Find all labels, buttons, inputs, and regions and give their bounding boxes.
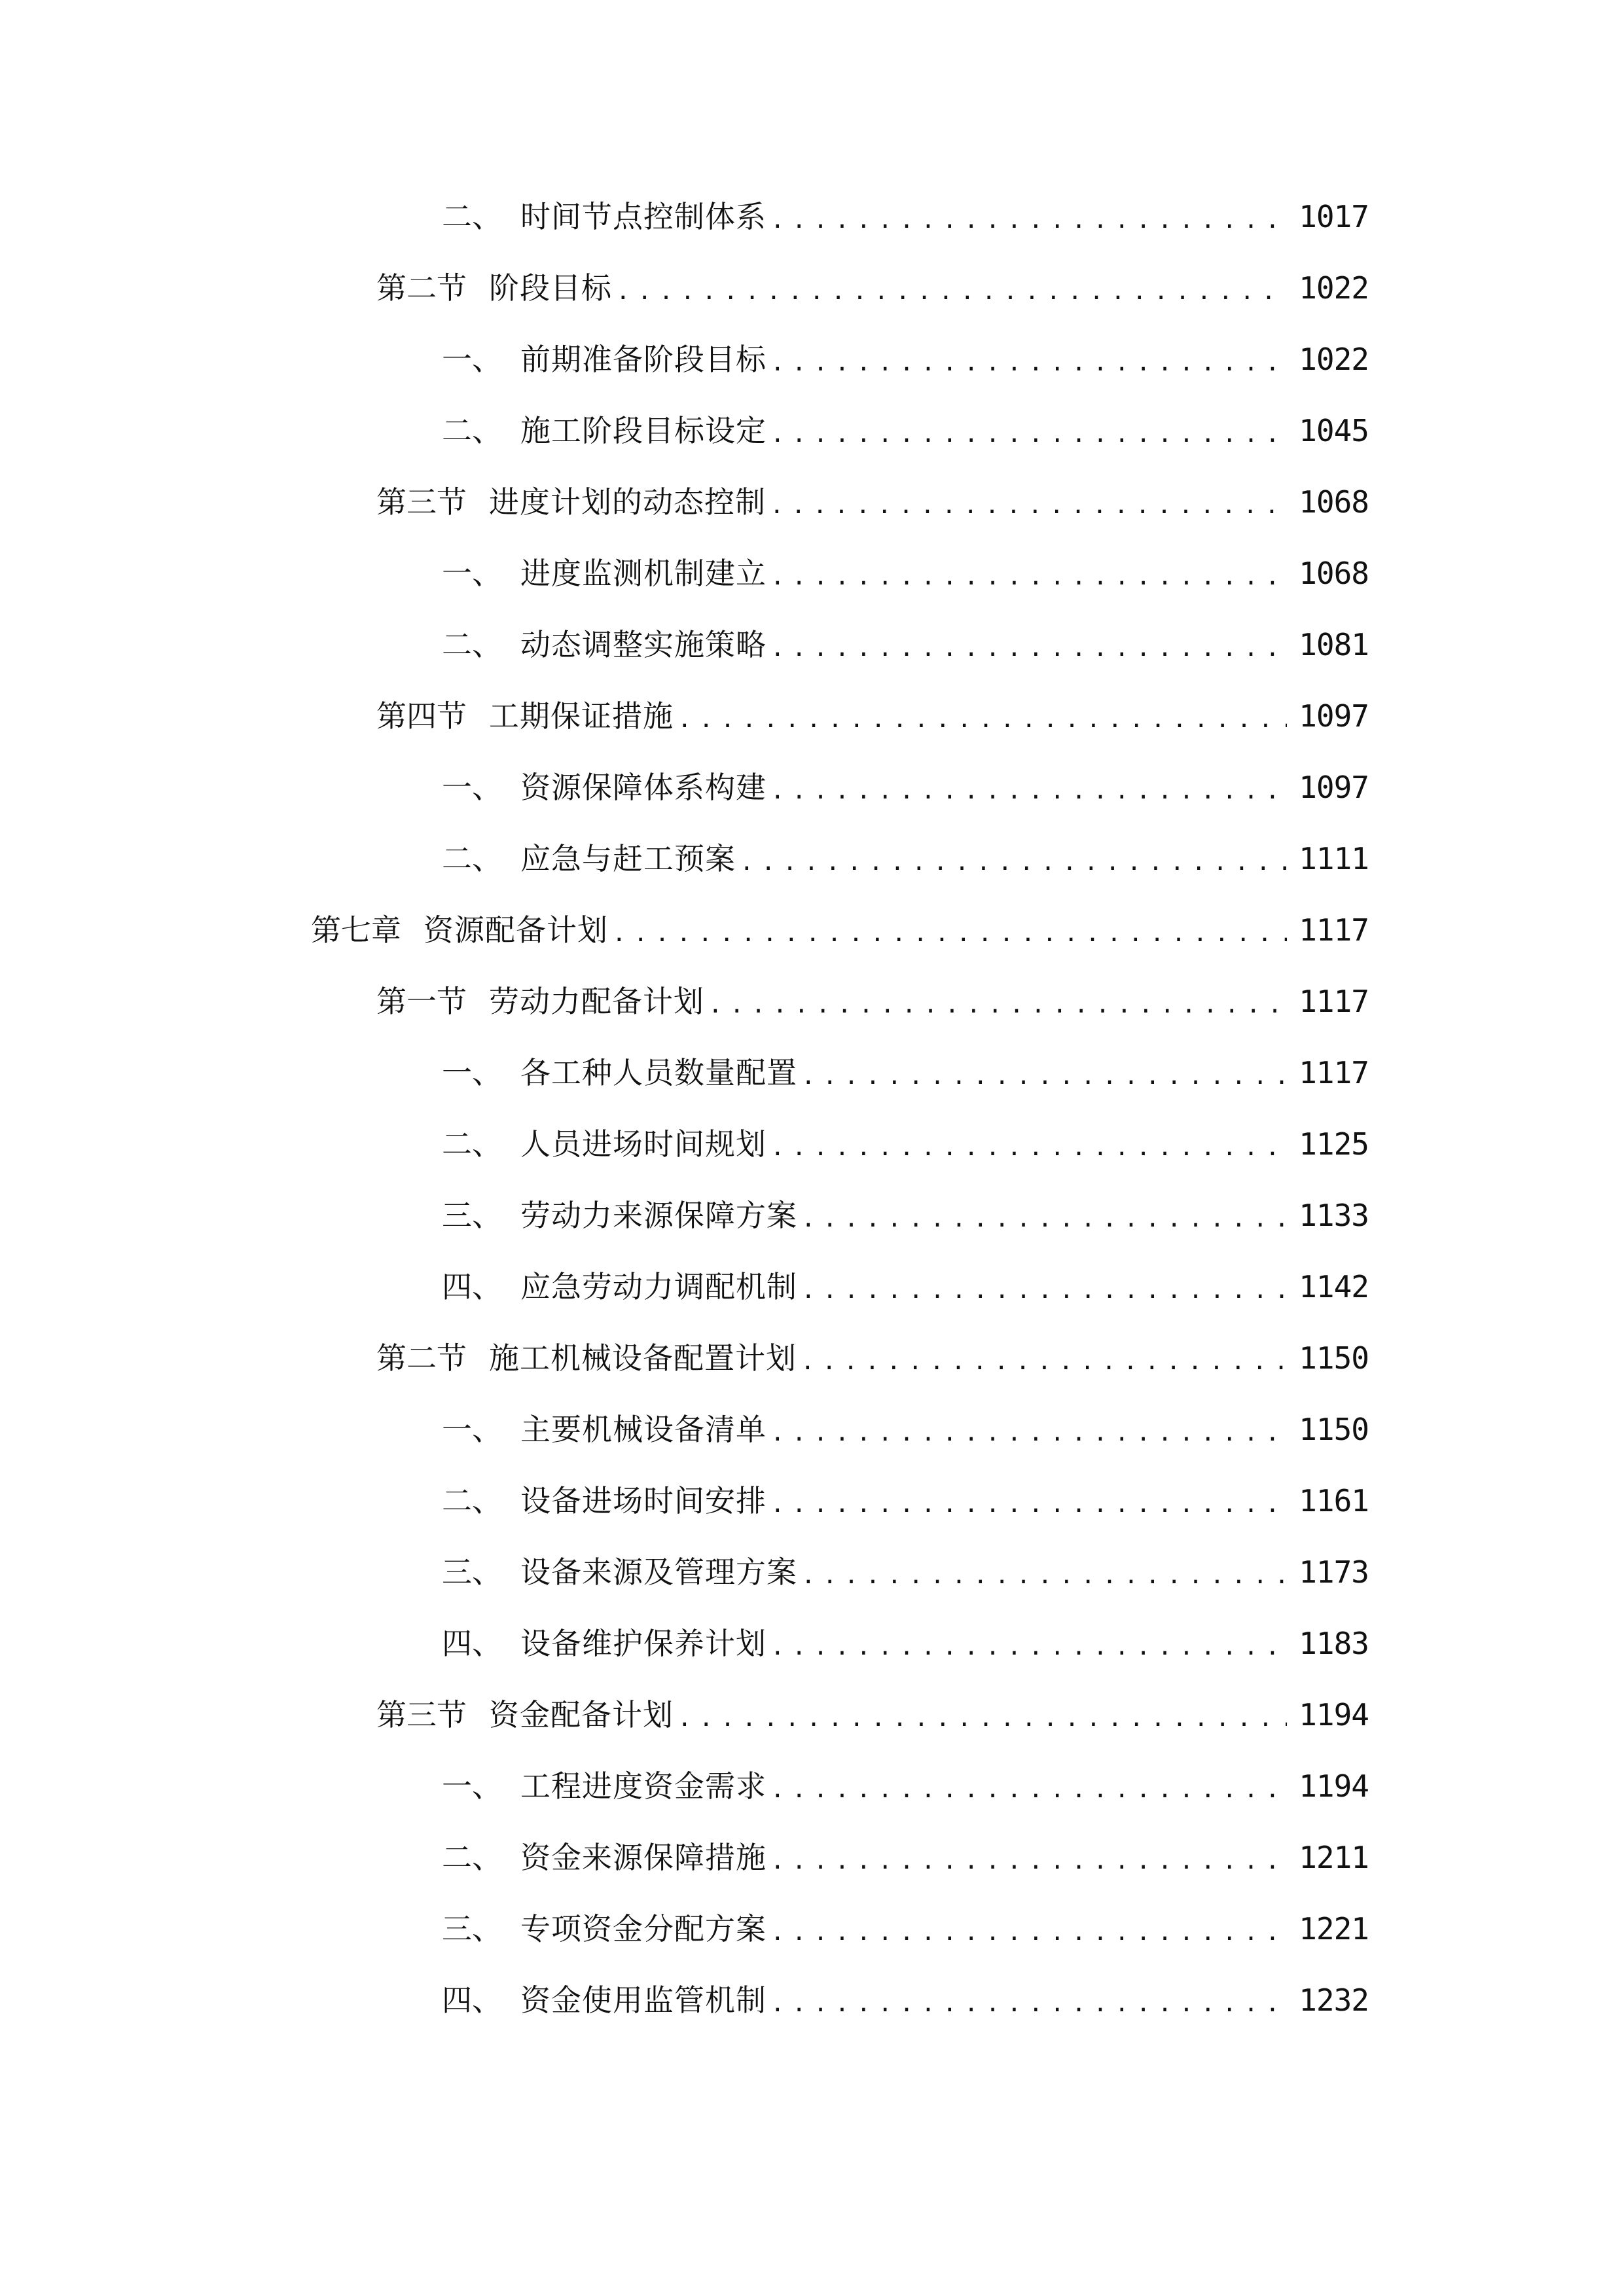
- toc-entry-marker: 第二节: [376, 1340, 467, 1376]
- toc-dot-leader: [616, 280, 1287, 304]
- toc-dot-leader: [801, 1350, 1287, 1374]
- toc-entry-title: 动态调整实施策略: [520, 627, 767, 662]
- toc-entry[interactable]: [442, 761, 1369, 814]
- toc-entry-page-number: 1117: [1299, 984, 1369, 1019]
- toc-entry-page-number: 1232: [1299, 1982, 1369, 2018]
- toc-entry-page-number: 1161: [1299, 1483, 1369, 1518]
- toc-entry[interactable]: [442, 404, 1369, 457]
- toc-entry-chapter[interactable]: [311, 904, 1369, 956]
- toc-entry-page-number: 1211: [1299, 1840, 1369, 1875]
- toc-entry[interactable]: [376, 690, 1369, 742]
- toc-entry-title: 资金配备计划: [489, 1697, 674, 1732]
- toc-entry[interactable]: [376, 975, 1369, 1028]
- toc-entry[interactable]: [376, 1332, 1369, 1384]
- toc-entry-marker: 四、: [442, 1269, 502, 1304]
- toc-entry-title: 工程进度资金需求: [520, 1768, 767, 1804]
- toc-entry[interactable]: [376, 476, 1369, 528]
- toc-dot-leader: [770, 1422, 1287, 1445]
- toc-entry-marker: 二、: [442, 841, 502, 876]
- toc-entry-page-number: 1150: [1299, 1340, 1369, 1376]
- toc-entry-title: 资金来源保障措施: [520, 1840, 767, 1875]
- toc-entry[interactable]: [442, 833, 1369, 885]
- toc-entry-marker: 四、: [442, 1626, 502, 1661]
- toc-entry-page-number: 1221: [1299, 1911, 1369, 1946]
- toc-entry-title: 资源保障体系构建: [520, 770, 767, 805]
- toc-entry-title: 进度监测机制建立: [520, 556, 767, 591]
- toc-entry[interactable]: [442, 190, 1369, 243]
- toc-entry-page-number: 1022: [1299, 270, 1369, 306]
- toc-entry-title: 设备进场时间安排: [520, 1483, 767, 1518]
- toc-entry[interactable]: [442, 1831, 1369, 1884]
- toc-dot-leader: [708, 994, 1287, 1017]
- toc-entry-marker: 第四节: [376, 698, 467, 734]
- toc-entry-marker: 二、: [442, 1840, 502, 1875]
- toc-entry-title: 时间节点控制体系: [520, 199, 767, 234]
- toc-entry-title: 施工机械设备配置计划: [489, 1340, 797, 1376]
- toc-dot-leader: [770, 1850, 1287, 1873]
- toc-dot-leader: [770, 1778, 1287, 1802]
- toc-entry-page-number: 1081: [1299, 627, 1369, 662]
- toc-entry-title: 资源配备计划: [424, 912, 608, 948]
- toc-dot-leader: [677, 1707, 1287, 1731]
- toc-entry-marker: 二、: [442, 627, 502, 662]
- toc-entry[interactable]: [442, 1261, 1369, 1313]
- toc-entry-marker: 一、: [442, 770, 502, 805]
- toc-entry-page-number: 1017: [1299, 199, 1369, 234]
- toc-entry-marker: 二、: [442, 1126, 502, 1162]
- toc-entry-title: 专项资金分配方案: [520, 1911, 767, 1946]
- toc-entry-page-number: 1022: [1299, 342, 1369, 377]
- toc-entry-page-number: 1045: [1299, 413, 1369, 448]
- toc-dot-leader: [801, 1279, 1287, 1302]
- toc-entry-page-number: 1117: [1299, 1055, 1369, 1090]
- toc-entry-marker: 第三节: [376, 1697, 467, 1732]
- toc-entry-title: 设备维护保养计划: [520, 1626, 767, 1661]
- toc-entry-marker: 第七章: [311, 912, 401, 948]
- toc-entry-page-number: 1194: [1299, 1768, 1369, 1804]
- toc-entry[interactable]: [442, 1903, 1369, 1955]
- toc-entry-page-number: 1194: [1299, 1697, 1369, 1732]
- toc-entry[interactable]: [376, 1689, 1369, 1741]
- toc-entry-title: 前期准备阶段目标: [520, 342, 767, 377]
- toc-dot-leader: [770, 351, 1287, 375]
- toc-dot-leader: [770, 780, 1287, 803]
- toc-entry-title: 设备来源及管理方案: [520, 1554, 797, 1590]
- toc-entry-marker: 一、: [442, 1412, 502, 1447]
- toc-dot-leader: [770, 565, 1287, 589]
- toc-entry-title: 人员进场时间规划: [520, 1126, 767, 1162]
- toc-dot-leader: [770, 209, 1287, 232]
- toc-dot-leader: [801, 1208, 1287, 1231]
- toc-entry[interactable]: [376, 262, 1369, 314]
- toc-entry-title: 劳动力来源保障方案: [520, 1198, 797, 1233]
- toc-dot-leader: [801, 1564, 1287, 1588]
- toc-entry-title: 施工阶段目标设定: [520, 413, 767, 448]
- toc-dot-leader: [770, 423, 1287, 446]
- toc-entry-title: 资金使用监管机制: [520, 1982, 767, 2018]
- toc-entry-page-number: 1068: [1299, 484, 1369, 520]
- toc-entry[interactable]: [442, 619, 1369, 671]
- toc-entry[interactable]: [442, 1475, 1369, 1527]
- toc-dot-leader: [677, 708, 1287, 732]
- toc-entry-page-number: 1150: [1299, 1412, 1369, 1447]
- toc-entry-page-number: 1183: [1299, 1626, 1369, 1661]
- toc-dot-leader: [770, 1493, 1287, 1516]
- toc-entry-title: 应急劳动力调配机制: [520, 1269, 797, 1304]
- toc-dot-leader: [612, 922, 1287, 946]
- toc-entry-page-number: 1068: [1299, 556, 1369, 591]
- toc-entry-page-number: 1173: [1299, 1554, 1369, 1590]
- toc-entry-title: 进度计划的动态控制: [489, 484, 766, 520]
- toc-dot-leader: [801, 1065, 1287, 1088]
- toc-entry-marker: 二、: [442, 199, 502, 234]
- toc-entry-page-number: 1125: [1299, 1126, 1369, 1162]
- toc-entry[interactable]: [442, 1047, 1369, 1099]
- toc-entry-title: 工期保证措施: [489, 698, 674, 734]
- toc-entry-marker: 二、: [442, 1483, 502, 1518]
- toc-entry-page-number: 1133: [1299, 1198, 1369, 1233]
- toc-entry-page-number: 1111: [1299, 841, 1369, 876]
- toc-entry-marker: 三、: [442, 1198, 502, 1233]
- toc-entry-page-number: 1142: [1299, 1269, 1369, 1304]
- toc-entry-page-number: 1117: [1299, 912, 1369, 948]
- toc-entry-marker: 三、: [442, 1911, 502, 1946]
- toc-entry-title: 应急与赶工预案: [520, 841, 736, 876]
- toc-entry-marker: 第三节: [376, 484, 467, 520]
- toc-entry-marker: 第一节: [376, 984, 467, 1019]
- toc-entry-marker: 二、: [442, 413, 502, 448]
- toc-entry[interactable]: [442, 547, 1369, 600]
- toc-dot-leader: [770, 494, 1287, 518]
- toc-dot-leader: [770, 1992, 1287, 2016]
- toc-entry-marker: 一、: [442, 1768, 502, 1804]
- toc-dot-leader: [770, 637, 1287, 660]
- toc-entry[interactable]: [442, 1189, 1369, 1242]
- toc-dot-leader: [770, 1921, 1287, 1945]
- toc-entry-marker: 一、: [442, 556, 502, 591]
- toc-dot-leader: [770, 1136, 1287, 1160]
- toc-dot-leader: [740, 851, 1287, 874]
- toc-entry-marker: 四、: [442, 1982, 502, 2018]
- toc-entry[interactable]: [442, 1974, 1369, 2026]
- toc-entry-title: 劳动力配备计划: [489, 984, 704, 1019]
- toc-entry[interactable]: [442, 1760, 1369, 1812]
- toc-entry[interactable]: [442, 1546, 1369, 1598]
- toc-entry[interactable]: [442, 1118, 1369, 1170]
- toc-entry-title: 主要机械设备清单: [520, 1412, 767, 1447]
- toc-entry[interactable]: [442, 1403, 1369, 1456]
- toc-entry-marker: 一、: [442, 1055, 502, 1090]
- toc-entry-page-number: 1097: [1299, 698, 1369, 734]
- toc-entry-marker: 一、: [442, 342, 502, 377]
- toc-entry-title: 各工种人员数量配置: [520, 1055, 797, 1090]
- toc-entry[interactable]: [442, 333, 1369, 386]
- toc-entry[interactable]: [442, 1617, 1369, 1670]
- toc-entry-page-number: 1097: [1299, 770, 1369, 805]
- toc-dot-leader: [770, 1636, 1287, 1659]
- toc-entry-title: 阶段目标: [489, 270, 612, 306]
- toc-entry-marker: 第二节: [376, 270, 467, 306]
- toc-entry-marker: 三、: [442, 1554, 502, 1590]
